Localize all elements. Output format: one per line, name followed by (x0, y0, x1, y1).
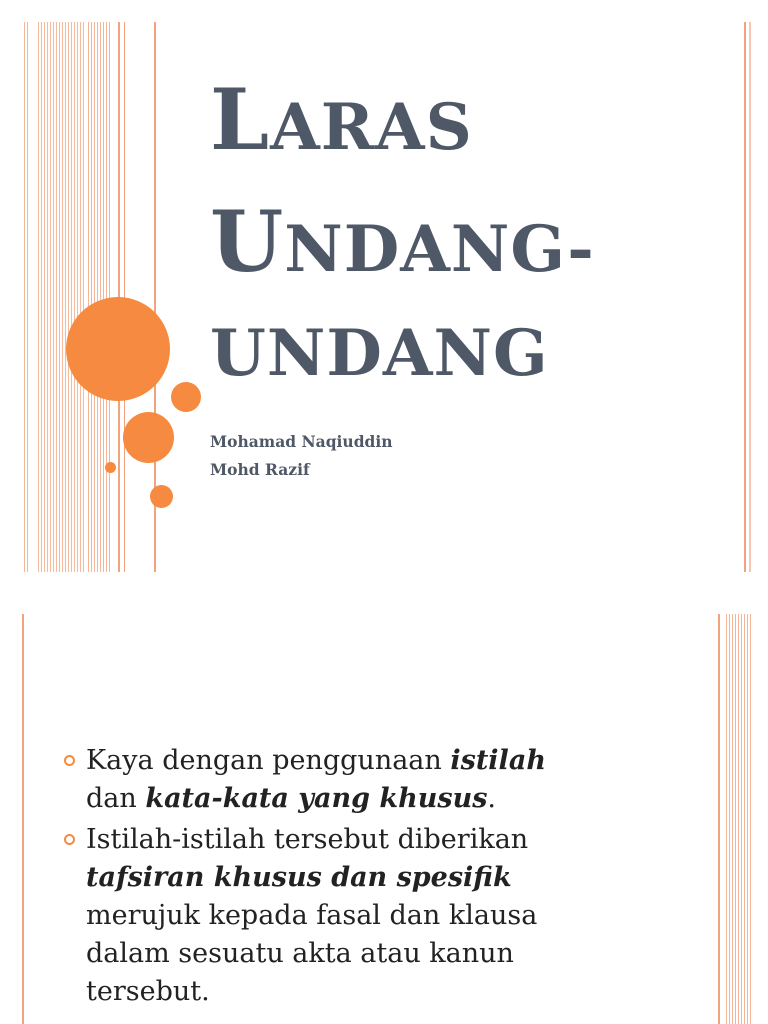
decorative-line (718, 614, 720, 1024)
decorative-circle (171, 382, 201, 412)
bullet-text: . (487, 783, 496, 814)
decorative-stripe (24, 22, 30, 572)
author-name: Mohamad Naqiuddin (210, 432, 393, 451)
title-line-3 (210, 316, 595, 444)
decorative-circle (150, 485, 173, 508)
bullet-text: merujuk kepada fasal dan klausa dalam sesuatu akta atau kanun tersebut. (86, 900, 538, 1007)
bullet-ring-icon (64, 834, 75, 845)
decorative-circle (123, 412, 174, 463)
decorative-circle (105, 462, 116, 473)
authors (210, 428, 393, 484)
decorative-line (749, 22, 751, 572)
title-rest: UNDANG (210, 316, 549, 391)
title-initial: U (210, 192, 285, 291)
bullet-text: dan (86, 783, 146, 814)
slide-title (210, 70, 595, 444)
decorative-stripe (726, 614, 752, 1024)
bullet-emphasis: istilah (450, 745, 546, 776)
bullet-text: Kaya dengan penggunaan (86, 745, 451, 776)
decorative-line (744, 22, 746, 572)
bullet-ring-icon (64, 755, 75, 766)
author-name: Mohd Razif (210, 460, 310, 479)
title-line-1 (210, 70, 595, 200)
content-slide (0, 592, 768, 1024)
title-rest: NDANG- (284, 212, 595, 287)
bullet-emphasis: kata-kata yang khusus (145, 783, 488, 814)
decorative-line (22, 614, 24, 1024)
title-initial: L (210, 70, 271, 169)
bullet-list (64, 742, 624, 1014)
bullet-item (64, 821, 624, 1011)
bullet-emphasis: tafsiran khusus dan spesifik (86, 862, 512, 893)
bullet-text: Istilah-istilah tersebut diberikan (86, 824, 529, 855)
bullet-item (64, 742, 624, 818)
title-line-2 (210, 192, 595, 322)
decorative-stripe (38, 22, 84, 572)
decorative-circle (66, 297, 170, 401)
title-rest: ARAS (270, 90, 473, 165)
